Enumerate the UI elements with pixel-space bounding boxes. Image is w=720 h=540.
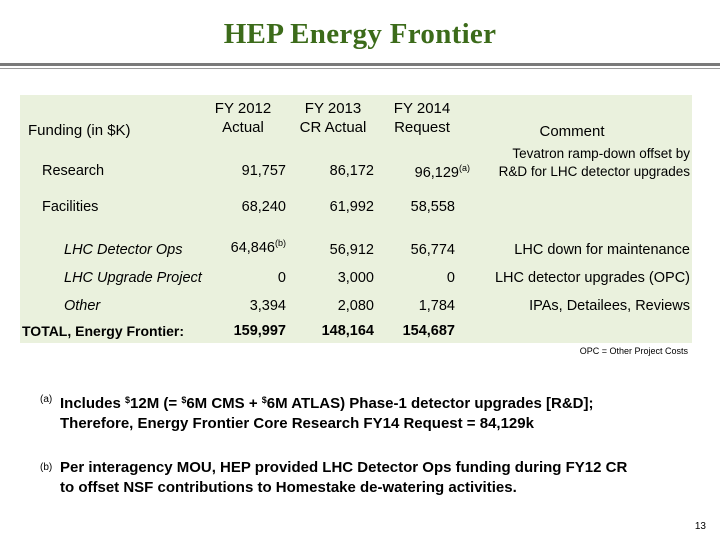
footnote-a: (a) Includes $12M (= $6M CMS + $6M ATLAS) Phase-1 detector upgrades [R&D]; Therefore, Energy Frontier Core Research FY14 Request = 84,129k [40,390,594,434]
row-research-fy2012: 91,757 [241,163,286,179]
title-divider [0,63,720,66]
footnote-b-line1: Per interagency MOU, HEP provided LHC Detector Ops funding during FY12 CR [60,459,628,476]
row-other-fy2013: 2,080 [337,298,374,314]
row-lhc-ops-fy2013: 56,912 [329,242,374,258]
footnote-a-tag: (a) [40,394,53,405]
footnote-a-line2: Therefore, Energy Frontier Core Research FY14 Request = 84,129k [60,415,534,432]
row-lhc-upgrade-label: LHC Upgrade Project [64,270,202,286]
row-lhc-ops-label: LHC Detector Ops [64,242,183,258]
row-research-fy2013: 86,172 [329,163,374,179]
row-other-comment: IPAs, Detailees, Reviews [529,298,690,314]
row-total-fy2013: 148,164 [321,323,374,339]
row-lhc-upgrade-fy2013: 3,000 [337,270,374,286]
header-fy2014: FY 2014 Request [393,100,451,136]
row-facilities-fy2013: 61,992 [329,199,374,215]
header-fy2013: FY 2013 CR Actual [299,100,367,136]
funding-header: Funding (in $K) [28,122,131,139]
footnote-b-tag: (b) [40,462,53,473]
row-facilities-fy2014: 58,558 [410,199,455,215]
row-research-label: Research [42,163,105,179]
row-lhc-upgrade-fy2014: 0 [446,270,455,286]
footnote-b [40,458,627,498]
opc-definition: OPC = Other Project Costs [579,346,688,356]
row-lhc-ops-fy2012: 64,846$^{(b)}$ [230,238,286,256]
title-divider-thin [0,68,720,69]
row-lhc-ops-comment: LHC down for maintenance [514,242,690,258]
row-other-fy2014: 1,784 [418,298,455,314]
row-lhc-ops-fy2014: 56,774 [410,242,455,258]
page-title: HEP Energy Frontier [223,18,497,50]
row-facilities-fy2012: 68,240 [241,199,286,215]
row-lhc-upgrade-comment: LHC detector upgrades (OPC) [494,270,690,286]
header-comment: Comment [539,123,605,140]
header-fy2012: FY 2012 Actual [214,100,272,136]
row-facilities-label: Facilities [42,199,99,215]
funding-table [20,95,692,343]
row-other-fy2012: 3,394 [249,298,286,314]
page-number: 13 [694,521,706,532]
row-research-comment: Tevatron ramp-down offset by R&D for LHC detector upgrades [498,146,690,179]
row-total-fy2012: 159,997 [233,323,286,339]
row-research-fy2014: 96,129$^{(a)}$ [414,163,470,181]
footnote-b-line2: to offset NSF contributions to Homestake de-watering activities. [60,479,517,496]
row-other-label: Other [64,298,101,314]
row-total-fy2014: 154,687 [402,323,455,339]
row-lhc-upgrade-fy2012: 0 [277,270,286,286]
row-total-label: TOTAL, Energy Frontier: [22,323,185,339]
